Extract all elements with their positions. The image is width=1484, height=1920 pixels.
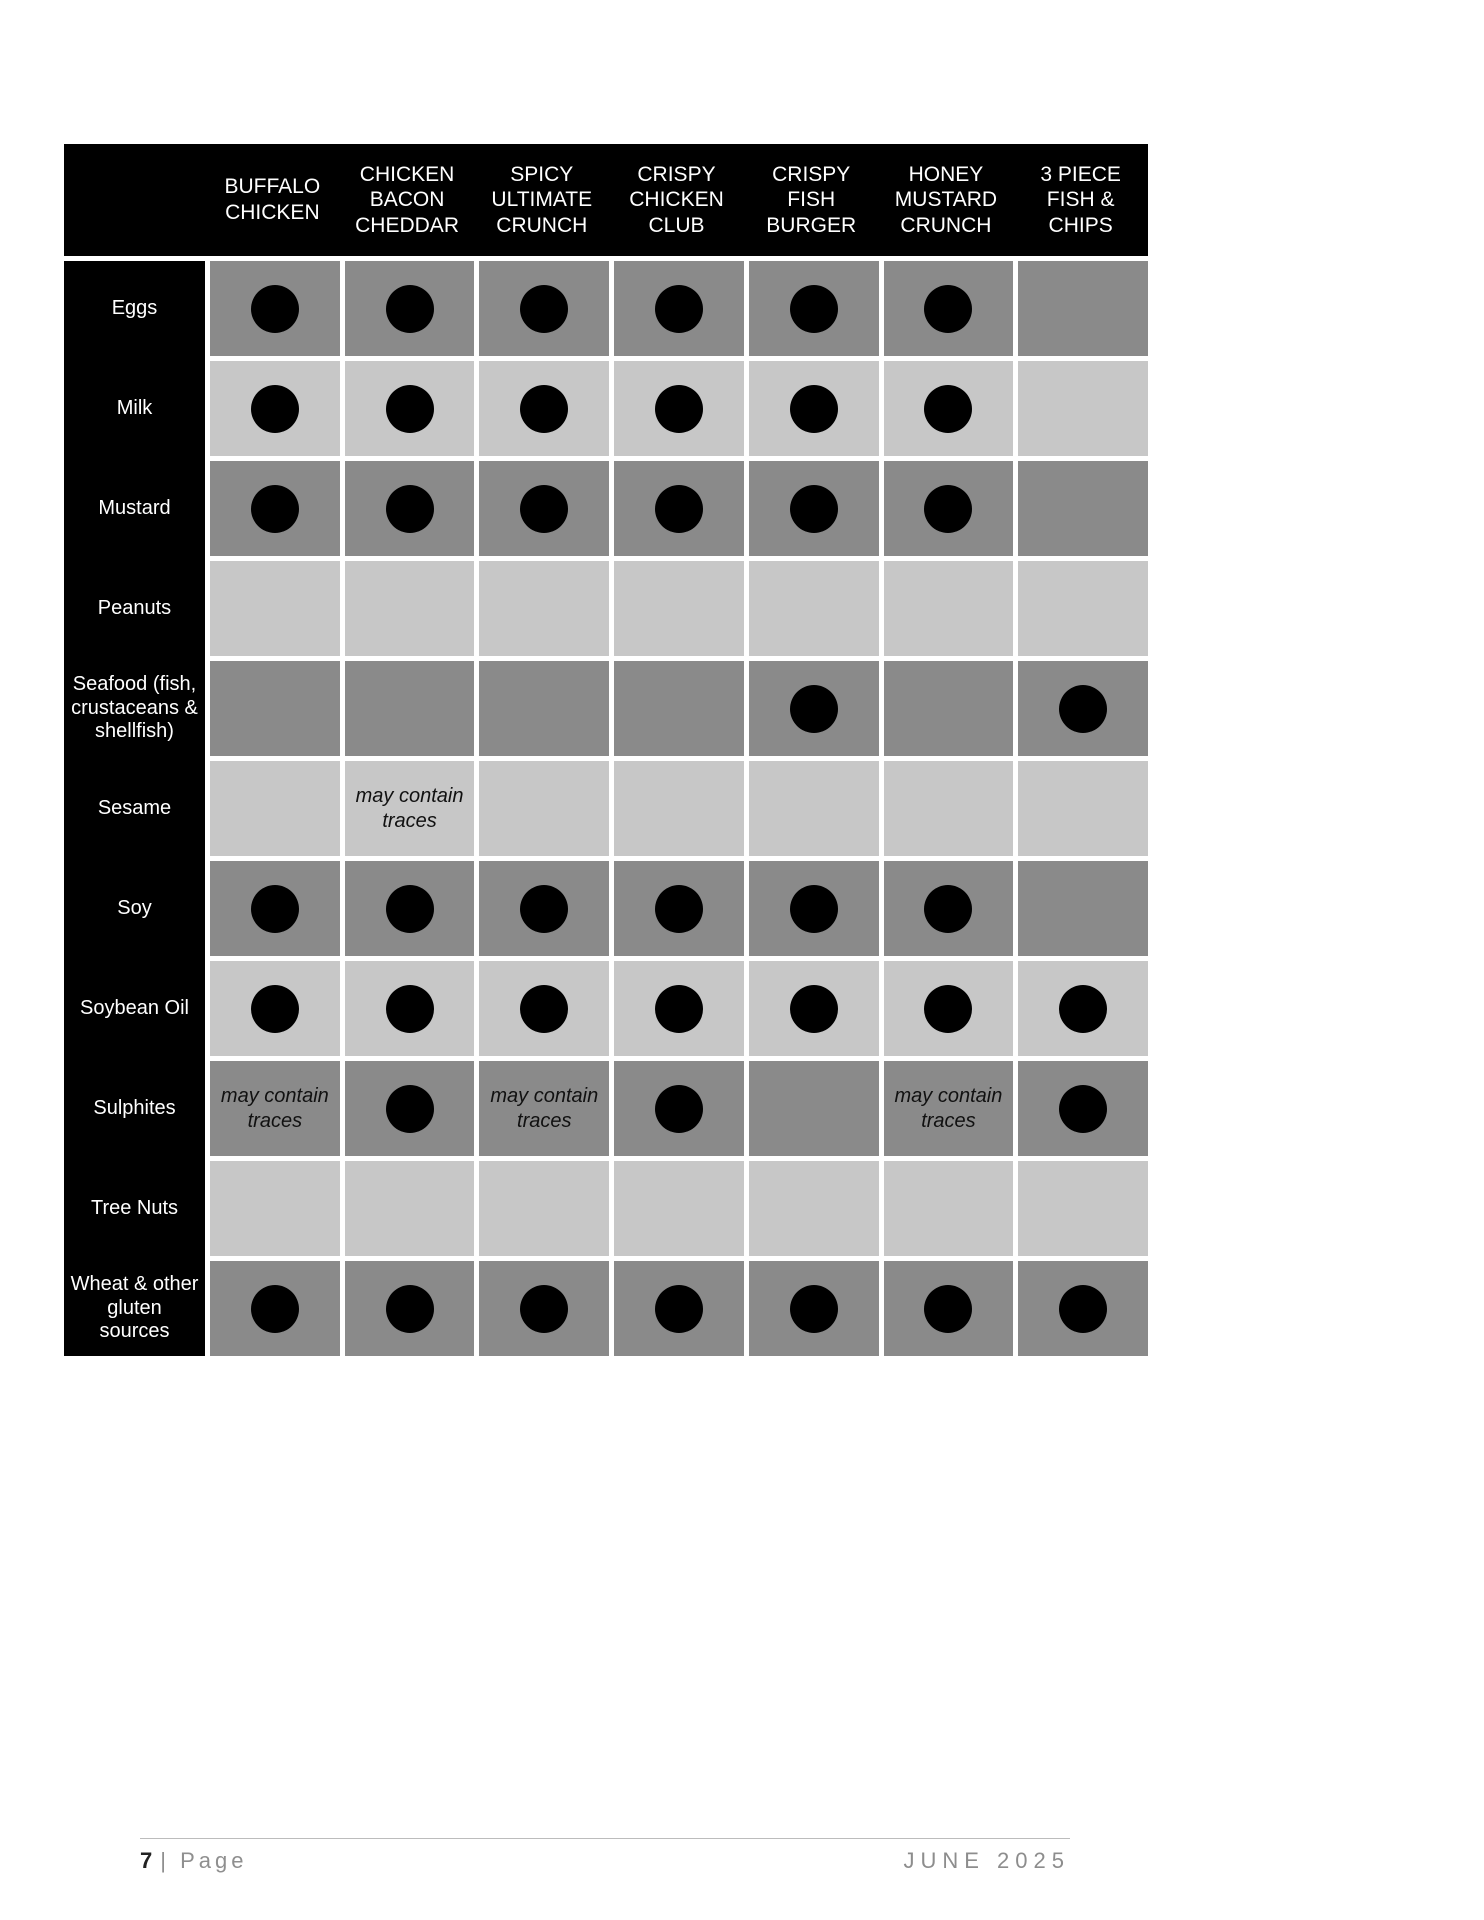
allergen-dot [790,1285,838,1333]
column-header: BUFFALO CHICKEN [224,175,321,224]
row-label: Soy [117,896,152,919]
allergen-cell [614,561,744,656]
allergen-cell [345,761,475,856]
allergen-dot [924,485,972,533]
allergen-cell [479,661,609,756]
allergen-dot [251,285,299,333]
allergen-dot [790,685,838,733]
allergen-dot [386,885,434,933]
row-label: Soybean Oil [80,996,189,1019]
allergen-cell [345,561,475,656]
column-header: SPICY ULTIMATE CRUNCH [491,162,593,237]
column-header: HONEY MUSTARD CRUNCH [894,162,998,237]
allergen-cell [210,1261,340,1356]
allergen-dot [924,385,972,433]
row-label: Sulphites [93,1096,176,1119]
allergen-dot [655,985,703,1033]
allergen-dot [1059,1085,1107,1133]
allergen-dot [386,385,434,433]
allergen-cell [1018,461,1148,556]
allergen-dot [1059,1285,1107,1333]
allergen-cell [884,1261,1014,1356]
row-label: Tree Nuts [90,1196,179,1219]
allergen-cell [614,1061,744,1156]
allergen-dot [520,485,568,533]
allergen-cell [345,861,475,956]
allergen-cell [479,361,609,456]
allergen-cell [749,1061,879,1156]
allergen-dot [924,985,972,1033]
allergen-dot [520,385,568,433]
allergen-cell [1018,1061,1148,1156]
trace-note: may contain traces [355,784,464,832]
row-label: Seafood (fish, crustaceans & shellfish) [71,673,198,743]
allergen-dot [520,885,568,933]
footer-date: JUNE 2025 [903,1848,1070,1873]
allergen-dot [251,885,299,933]
allergen-cell [1018,1261,1148,1356]
allergen-cell [345,461,475,556]
row-label: Peanuts [97,596,172,619]
page-number: 7 [140,1848,155,1873]
allergen-cell [884,761,1014,856]
allergen-dot [790,485,838,533]
allergen-cell [210,661,340,756]
column-header: 3 PIECE FISH & CHIPS [1040,162,1121,237]
allergen-cell [749,261,879,356]
allergen-dot [655,485,703,533]
allergen-cell [1018,261,1148,356]
allergen-cell [479,1261,609,1356]
column-header: CRISPY FISH BURGER [766,162,857,237]
allergen-cell [210,1161,340,1256]
allergen-cell [479,461,609,556]
row-label: Mustard [98,496,171,519]
allergen-cell [479,761,609,856]
allergen-dot [251,385,299,433]
allergen-dot [924,885,972,933]
allergen-cell [210,361,340,456]
allergen-cell [210,961,340,1056]
row-label: Wheat & other gluten sources [70,1273,199,1343]
allergen-cell [614,1161,744,1256]
row-label: Sesame [97,796,172,819]
allergen-dot [386,985,434,1033]
allergen-dot [655,1285,703,1333]
allergen-cell [884,461,1014,556]
allergen-dot [655,285,703,333]
allergen-dot [1059,985,1107,1033]
allergen-dot [251,1285,299,1333]
page-label: | Page [160,1848,248,1873]
allergen-cell [614,961,744,1056]
allergen-cell [614,761,744,856]
allergen-cell [345,1261,475,1356]
allergen-cell [614,1261,744,1356]
allergen-dot [386,485,434,533]
allergen-dot [520,985,568,1033]
allergen-cell [614,661,744,756]
allergen-cell [210,461,340,556]
allergen-cell [345,361,475,456]
allergen-cell [614,461,744,556]
allergen-cell [210,561,340,656]
row-label: Milk [116,396,153,419]
allergen-cell [614,861,744,956]
allergen-dot [520,285,568,333]
allergen-cell [479,961,609,1056]
allergen-cell [884,1161,1014,1256]
allergen-cell [749,461,879,556]
allergen-cell [614,261,744,356]
allergen-dot [386,285,434,333]
allergen-dot [924,285,972,333]
allergen-cell [749,961,879,1056]
allergen-cell [210,1061,340,1156]
allergen-cell [1018,561,1148,656]
allergen-dot [520,1285,568,1333]
allergen-cell [479,1061,609,1156]
allergen-cell [749,1161,879,1256]
header-row [64,144,1148,256]
allergen-cell [1018,661,1148,756]
trace-note: may contain traces [894,1084,1003,1132]
row-label: Eggs [111,296,158,319]
allergen-cell [749,761,879,856]
allergen-cell [1018,961,1148,1056]
allergen-dot [386,1285,434,1333]
allergen-dot [251,485,299,533]
allergen-cell [1018,361,1148,456]
trace-note: may contain traces [220,1084,329,1132]
allergen-dot [790,885,838,933]
column-header: CHICKEN BACON CHEDDAR [355,162,459,237]
data-grid [210,261,1148,1356]
trace-note: may contain traces [490,1084,599,1132]
allergen-cell [749,661,879,756]
allergen-dot [924,1285,972,1333]
allergen-cell [884,961,1014,1056]
allergen-cell [749,561,879,656]
allergen-cell [345,661,475,756]
allergen-cell [749,1261,879,1356]
allergen-cell [210,761,340,856]
allergen-dot [386,1085,434,1133]
allergen-cell [884,261,1014,356]
allergen-cell [884,561,1014,656]
page-number-group [140,1848,247,1874]
allergen-cell [210,861,340,956]
allergen-cell [884,661,1014,756]
allergen-cell [345,1061,475,1156]
allergen-cell [1018,861,1148,956]
row-label-column [64,261,205,1356]
allergen-cell [479,561,609,656]
allergen-dot [251,985,299,1033]
allergen-dot [655,885,703,933]
allergen-cell [884,861,1014,956]
allergen-cell [479,261,609,356]
column-header: CRISPY CHICKEN CLUB [629,162,724,237]
allergen-cell [749,361,879,456]
allergen-cell [614,361,744,456]
allergen-cell [884,1061,1014,1156]
allergen-cell [479,861,609,956]
allergen-dot [790,385,838,433]
allergen-cell [749,861,879,956]
allergen-cell [479,1161,609,1256]
allergen-cell [1018,1161,1148,1256]
allergen-dot [655,385,703,433]
allergen-cell [345,1161,475,1256]
allergen-cell [210,261,340,356]
allergen-cell [345,261,475,356]
allergen-dot [1059,685,1107,733]
table-body [64,261,1148,1356]
allergen-cell [345,961,475,1056]
allergen-cell [884,361,1014,456]
corner-cell [64,144,205,256]
allergen-dot [790,985,838,1033]
allergen-dot [655,1085,703,1133]
allergen-dot [790,285,838,333]
page-footer [140,1838,1070,1874]
allergen-cell [1018,761,1148,856]
allergen-table [64,144,1148,1356]
